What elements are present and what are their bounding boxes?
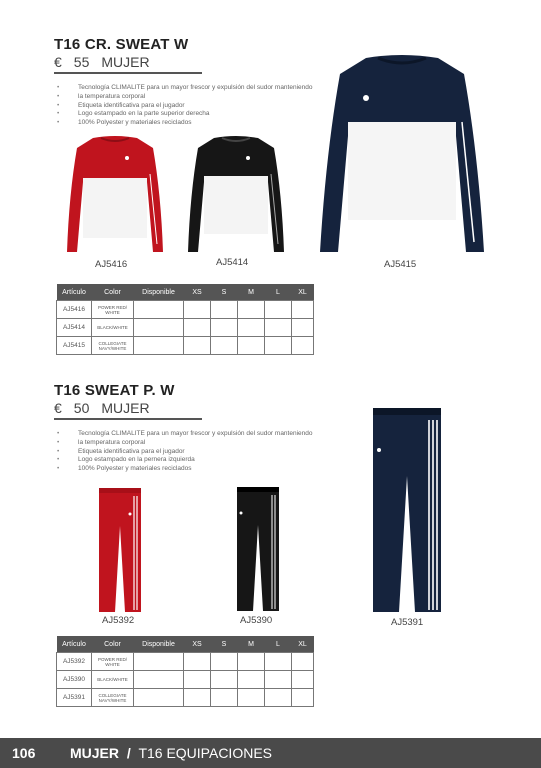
qty-cell[interactable] [238, 671, 265, 689]
product-code: AJ5414 [216, 257, 249, 268]
color-cell: BLACK/WHITE [92, 319, 134, 337]
qty-cell[interactable] [184, 337, 211, 355]
section-name: MUJER [70, 745, 120, 761]
separator: / [126, 745, 131, 761]
size-table [56, 284, 314, 355]
product-code: AJ5415 [384, 259, 417, 270]
gender: MUJER [101, 400, 150, 416]
qty-cell[interactable] [211, 671, 238, 689]
product-header [54, 382, 313, 474]
available-cell[interactable] [134, 653, 184, 671]
subsection-name: T16 EQUIPACIONES [138, 745, 272, 761]
color-cell: POWER RED/ WHITE [92, 301, 134, 319]
product-code: AJ5392 [102, 615, 135, 626]
table-header-row [57, 636, 314, 653]
feature-item: • Etiqueta identificativa para el jugador [54, 102, 313, 111]
article-cell: AJ5415 [57, 337, 92, 355]
title-underline [54, 418, 202, 420]
product-price [54, 54, 313, 70]
sweatshirt-red-image [65, 134, 165, 254]
available-cell[interactable] [134, 337, 184, 355]
available-cell[interactable] [134, 301, 184, 319]
header-xl: XL [292, 636, 314, 653]
qty-cell[interactable] [184, 689, 211, 707]
product-code: AJ5390 [240, 615, 273, 626]
page-number: 106 [12, 745, 36, 761]
feature-item: • Tecnología CLIMALITE para un mayor frescor y expulsión del sudor manteniendo [54, 84, 313, 93]
table-row [57, 689, 314, 707]
qty-cell[interactable] [184, 653, 211, 671]
qty-cell[interactable] [184, 671, 211, 689]
header-available: Disponible [134, 284, 184, 301]
header-color: Color [92, 636, 134, 653]
qty-cell[interactable] [292, 301, 314, 319]
article-cell: AJ5416 [57, 301, 92, 319]
feature-item: • Logo estampado en la parte superior derecha [54, 110, 313, 119]
table-row [57, 301, 314, 319]
qty-cell[interactable] [292, 671, 314, 689]
qty-cell[interactable] [238, 301, 265, 319]
feature-item: • la temperatura corporal [54, 93, 313, 102]
feature-item: • Tecnología CLIMALITE para un mayor frescor y expulsión del sudor manteniendo [54, 430, 313, 439]
feature-item: • Logo estampado en la pernera izquierda [54, 456, 313, 465]
footer-section [70, 745, 272, 761]
table-row [57, 653, 314, 671]
title-underline [54, 72, 202, 74]
header-s: S [211, 636, 238, 653]
qty-cell[interactable] [184, 319, 211, 337]
qty-cell[interactable] [184, 301, 211, 319]
header-l: L [265, 636, 292, 653]
product-code: AJ5391 [391, 617, 424, 628]
currency: € [54, 400, 62, 416]
qty-cell[interactable] [292, 319, 314, 337]
color-cell: BLACK/WHITE [92, 671, 134, 689]
table-row [57, 671, 314, 689]
header-xs: XS [184, 284, 211, 301]
header-xl: XL [292, 284, 314, 301]
feature-item: • Etiqueta identificativa para el jugador [54, 448, 313, 457]
qty-cell[interactable] [265, 653, 292, 671]
qty-cell[interactable] [265, 689, 292, 707]
price-value: 50 [73, 400, 90, 416]
article-cell: AJ5390 [57, 671, 92, 689]
feature-item: • 100% Polyester y materiales reciclados [54, 119, 313, 128]
feature-item: • la temperatura corporal [54, 439, 313, 448]
header-available: Disponible [134, 636, 184, 653]
qty-cell[interactable] [211, 319, 238, 337]
qty-cell[interactable] [211, 689, 238, 707]
header-color: Color [92, 284, 134, 301]
pants-navy-image [371, 406, 443, 616]
qty-cell[interactable] [292, 689, 314, 707]
article-cell: AJ5392 [57, 653, 92, 671]
currency: € [54, 54, 62, 70]
table-header-row [57, 284, 314, 301]
available-cell[interactable] [134, 319, 184, 337]
color-cell: COLLEGIATE NAVY/WHITE [92, 689, 134, 707]
qty-cell[interactable] [238, 689, 265, 707]
article-cell: AJ5414 [57, 319, 92, 337]
header-m: M [238, 636, 265, 653]
price-value: 55 [73, 54, 90, 70]
sweatshirt-black-image [186, 134, 286, 254]
feature-item: • 100% Polyester y materiales reciclados [54, 465, 313, 474]
qty-cell[interactable] [265, 301, 292, 319]
table-row [57, 319, 314, 337]
product-title: T16 CR. SWEAT W [54, 36, 189, 53]
qty-cell[interactable] [211, 653, 238, 671]
qty-cell[interactable] [238, 653, 265, 671]
header-m: M [238, 284, 265, 301]
qty-cell[interactable] [265, 337, 292, 355]
pants-black-image [235, 485, 281, 613]
feature-list [54, 430, 313, 474]
product-header [54, 36, 313, 128]
qty-cell[interactable] [238, 319, 265, 337]
table-row [57, 337, 314, 355]
qty-cell[interactable] [211, 301, 238, 319]
header-xs: XS [184, 636, 211, 653]
available-cell[interactable] [134, 671, 184, 689]
color-cell: COLLEGIATE NAVY/WHITE [92, 337, 134, 355]
gender: MUJER [101, 54, 150, 70]
product-title: T16 SWEAT P. W [54, 382, 175, 399]
sweatshirt-navy-image [318, 52, 486, 256]
qty-cell[interactable] [292, 653, 314, 671]
size-table [56, 636, 314, 707]
header-article: Artículo [57, 636, 92, 653]
qty-cell[interactable] [238, 337, 265, 355]
product-price [54, 400, 313, 416]
qty-cell[interactable] [265, 671, 292, 689]
article-cell: AJ5391 [57, 689, 92, 707]
feature-list [54, 84, 313, 128]
color-cell: POWER RED/ WHITE [92, 653, 134, 671]
product-code: AJ5416 [95, 259, 128, 270]
pants-red-image [97, 486, 143, 614]
page-footer [0, 738, 541, 768]
header-s: S [211, 284, 238, 301]
qty-cell[interactable] [211, 337, 238, 355]
header-article: Artículo [57, 284, 92, 301]
qty-cell[interactable] [265, 319, 292, 337]
qty-cell[interactable] [292, 337, 314, 355]
available-cell[interactable] [134, 689, 184, 707]
header-l: L [265, 284, 292, 301]
